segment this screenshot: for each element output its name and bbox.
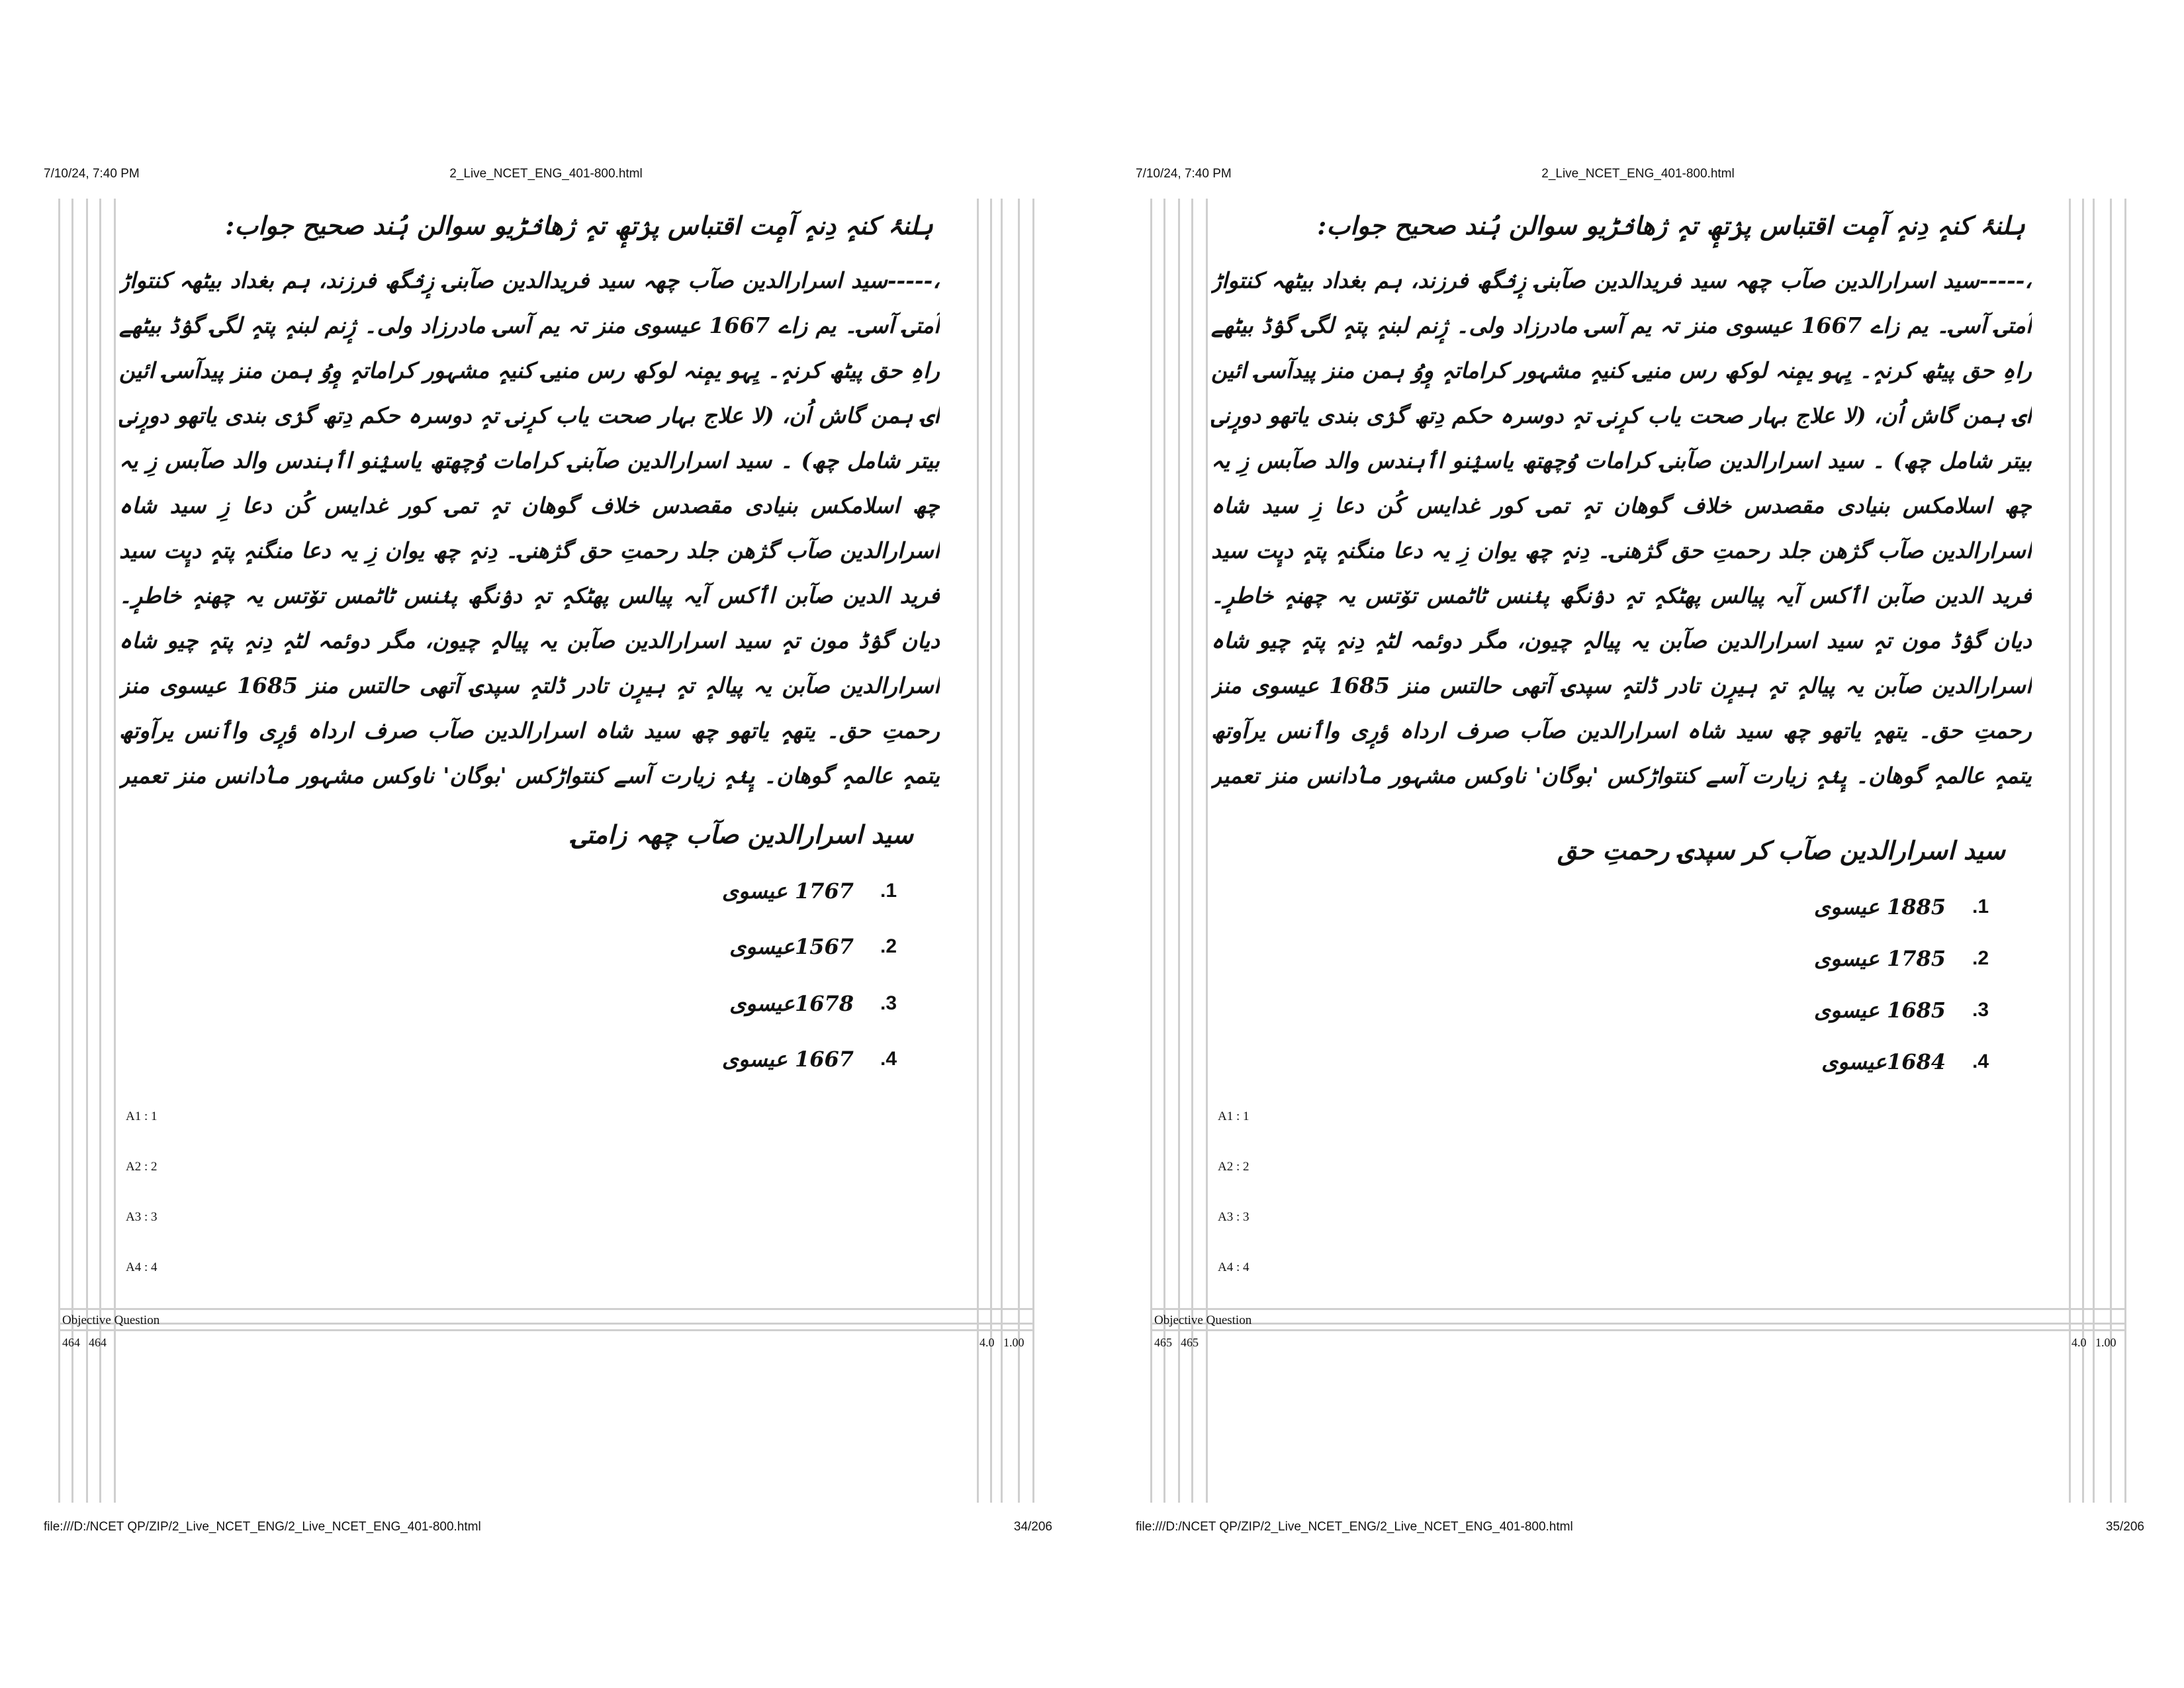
negative-marks-value: 1.00 [2095,1336,2116,1349]
footer-page-number: 35/206 [2105,1520,2144,1534]
answer-key: A4 : 4 [126,1260,158,1274]
table-border [2082,199,2084,1503]
marks-value: 4.0 [2071,1336,2087,1349]
instruction-text: ہلنۂ کنہٕ دِنہٕ آمٕت اقتباس پرٛتھٕ تہٕ ژھانٛڑیو سوالن ہُند صحیح جواب: [225,211,933,240]
option-number: .1 [880,880,897,902]
option-number: .4 [1972,1051,1989,1072]
print-page-right [1092,0,2184,1688]
option-item [635,1041,900,1078]
table-border [58,1329,1034,1331]
header-datetime: 7/10/24, 7:40 PM [44,167,140,181]
table-border [1018,199,1020,1503]
option-text: 1567عیسوی [729,934,854,959]
option-text: 1667 عیسوی [721,1047,854,1072]
answer-key: A4 : 4 [1218,1260,1250,1274]
question-type-label: Objective Question [62,1313,160,1327]
option-number: .3 [880,992,897,1014]
question-number: 465 [1154,1336,1172,1349]
question-id: 464 [89,1336,107,1349]
option-text: 1885 عیسوی [1813,894,1946,919]
header-title: 2_Live_NCET_ENG_401-800.html [1541,167,1735,181]
answer-key: A2 : 2 [126,1160,158,1174]
option-text: 1684عیسوی [1821,1049,1946,1074]
option-number: .2 [1972,947,1989,969]
table-border [2069,199,2071,1503]
option-text: 1685 عیسوی [1813,998,1946,1023]
table-border [1150,1308,2126,1310]
answer-key: A1 : 1 [126,1109,158,1123]
table-border [58,1308,1034,1310]
table-border [1178,199,1180,1503]
option-item [1727,940,1992,977]
header-datetime: 7/10/24, 7:40 PM [1136,167,1232,181]
table-border [977,199,979,1503]
question-text: سید اسرارالدین صآب کر سپدۍ رحمتِ حق [1557,835,2005,865]
table-border [2124,199,2126,1503]
passage-text: ،-----سید اسرارالدین صآب چھہ سید فریدالدین صآبنۍ زٕنٛگھ فرزند، ہم بغداد بیٹھہ کنتواڑ آمتۍ آسۍ۔ یم زاے 1667 عیسوی منز تہ یم آسۍ مادرزاد ولی۔ ژٕنم لبنہٕ پتہٕ لگۍ گوٛڈ بیٹھے راہِ حق پیٹھ کرنہٕ۔ یِہو یمٕنہ لوکھ رس منیۍ کنیہٕ مشہور کراماتہٕ وٕوُ ہمن منز پیدآسۍ ائین اۍ ہمن گاش اُن، (لا علاج بہار صحت یاب کرٕنۍ تہٕ دوسرہ حکم دِتھ گرٛی بندی یاتھو دورٕنۍ بیتر شامل چھ) ۔ سید اسرارالدین صآبنۍ کرامات وُچھتھ یاسیٛنو اٲہندس والد صآبس زِ یہ چھ اسلامکس بنیادی مقصدس خلاف گوھان تہٕ تمۍ کور غدایس کُن دعا زِ سید شاہ اسرارالدین صآب گژھن جلد رحمتِ حق گژھنۍ۔ دِنہٕ چھ یوان زِ یہ دعا منگنہٕ پتہٕ دیٕت سید فرید الدین صآبن اٲکس آیہ پیالس پھٹکہٕ تہٕ دوٛنگھ پنٛنس ٹاٹمس تۆتس یہ چھنہٕ خاطرٕ۔ دیان گوٛڈ مون تہٕ سید اسرارالدین صآبن یہ پیالہٕ چیون، مگر دوئمہ لٹہٕ دِنہٕ پتہٕ چیو شاہ اسرارالدین صآبن یہ پیالہٕ تہٕ ہیرٕن تادر ڈلتہٕ سپدۍ آتھی حالتس منز 1685 عیسوی منز رحمتِ حق۔ یتھہٕ یاتھو چھ سید شاہ اسرارالدین صآب صرف ارداہ ؤرٕی واٲنس یرآوتھ یتمہٕ عالمہٕ گوھان۔ یٕنٛہٕ زیارت آسے کنتواڑکس 'بوگان' ناوکس مشہور ماٛدانس منز تعمیر [1211,267,2032,788]
option-text: 1678عیسوی [729,991,854,1016]
option-text: 1785 عیسوی [1813,946,1946,971]
question-id: 465 [1181,1336,1199,1349]
table-border [99,199,101,1503]
table-border [1001,199,1003,1503]
table-border [2093,199,2095,1503]
marks-value: 4.0 [979,1336,995,1349]
table-border [1163,199,1165,1503]
table-border [58,1323,1034,1325]
answer-key: A1 : 1 [1218,1109,1250,1123]
table-border [1150,1329,2126,1331]
footer-file-path: file:///D:/NCET QP/ZIP/2_Live_NCET_ENG/2_Live_NCET_ENG_401-800.html [44,1520,481,1534]
table-border [58,199,60,1503]
option-number: .1 [1972,896,1989,917]
passage-text: ،-----سید اسرارالدین صآب چھہ سید فریدالدین صآبنۍ زٕنٛگھ فرزند، ہم بغداد بیٹھہ کنتواڑ آمتۍ آسۍ۔ یم زاے 1667 عیسوی منز تہ یم آسۍ مادرزاد ولی۔ ژٕنم لبنہٕ پتہٕ لگۍ گوٛڈ بیٹھے راہِ حق پیٹھ کرنہٕ۔ یِہو یمٕنہ لوکھ رس منیۍ کنیہٕ مشہور کراماتہٕ وٕوُ ہمن منز پیدآسۍ ائین اۍ ہمن گاش اُن، (لا علاج بہار صحت یاب کرٕنۍ تہٕ دوسرہ حکم دِتھ گرٛی بندی یاتھو دورٕنۍ بیتر شامل چھ) ۔ سید اسرارالدین صآبنۍ کرامات وُچھتھ یاسیٛنو اٲہندس والد صآبس زِ یہ چھ اسلامکس بنیادی مقصدس خلاف گوھان تہٕ تمۍ کور غدایس کُن دعا زِ سید شاہ اسرارالدین صآب گژھن جلد رحمتِ حق گژھنۍ۔ دِنہٕ چھ یوان زِ یہ دعا منگنہٕ پتہٕ دیٕت سید فرید الدین صآبن اٲکس آیہ پیالس پھٹکہٕ تہٕ دوٛنگھ پنٛنس ٹاٹمس تۆتس یہ چھنہٕ خاطرٕ۔ دیان گوٛڈ مون تہٕ سید اسرارالدین صآبن یہ پیالہٕ چیون، مگر دوئمہ لٹہٕ دِنہٕ پتہٕ چیو شاہ اسرارالدین صآبن یہ پیالہٕ تہٕ ہیرٕن تادر ڈلتہٕ سپدۍ آتھی حالتس منز 1685 عیسوی منز رحمتِ حق۔ یتھہٕ یاتھو چھ سید شاہ اسرارالدین صآب صرف ارداہ ؤرٕی واٲنس یرآوتھ یتمہٕ عالمہٕ گوھان۔ یٕنٛہٕ زیارت آسے کنتواڑکس 'بوگان' ناوکس مشہور ماٛدانس منز تعمیر [119,267,940,788]
option-item [635,928,900,965]
table-border [1206,199,1208,1503]
table-border [1032,199,1034,1503]
answer-key: A3 : 3 [126,1210,158,1224]
header-title: 2_Live_NCET_ENG_401-800.html [449,167,643,181]
table-border [2110,199,2112,1503]
option-number: .3 [1972,999,1989,1021]
question-text: سید اسرارالدین صآب چھہ زامتۍ [572,820,913,849]
option-number: .4 [880,1048,897,1070]
option-number: .2 [880,935,897,957]
footer-file-path: file:///D:/NCET QP/ZIP/2_Live_NCET_ENG/2_Live_NCET_ENG_401-800.html [1136,1520,1573,1534]
answer-key: A3 : 3 [1218,1210,1250,1224]
question-type-label: Objective Question [1154,1313,1252,1327]
option-item [1727,1043,1992,1080]
question-number: 464 [62,1336,80,1349]
option-text: 1767 عیسوی [721,878,854,904]
instruction-text: ہلنۂ کنہٕ دِنہٕ آمٕت اقتباس پرٛتھٕ تہٕ ژھانٛڑیو سوالن ہُند صحیح جواب: [1317,211,2025,240]
table-border [1150,1323,2126,1325]
table-border [114,199,116,1503]
table-border [1191,199,1193,1503]
table-border [86,199,88,1503]
answer-key: A2 : 2 [1218,1160,1250,1174]
table-border [71,199,73,1503]
option-item [1727,888,1992,925]
option-item [1727,992,1992,1029]
table-border [1150,199,1152,1503]
table-border [990,199,992,1503]
negative-marks-value: 1.00 [1003,1336,1024,1349]
option-item [635,985,900,1022]
option-item [635,872,900,910]
footer-page-number: 34/206 [1013,1520,1052,1534]
